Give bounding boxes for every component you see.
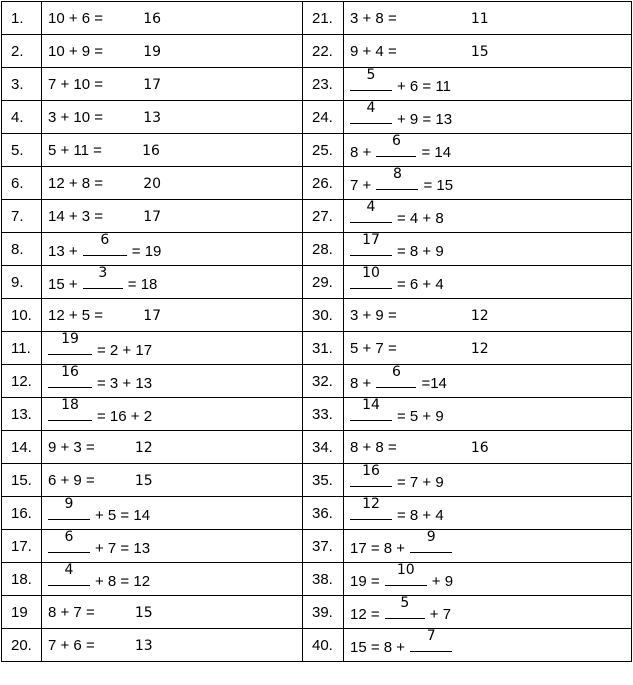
problem-number: 17. [2,530,42,563]
problem-number: 14. [2,431,42,464]
answer-blank[interactable] [376,165,418,190]
equation-text: + 5 = 14 [95,506,151,524]
handwritten-answer: 7 [426,627,436,644]
equation-text: 14 + 3 = [48,207,108,225]
equation-text: + 7 = 13 [95,539,151,557]
problem-number: 15. [2,464,42,497]
handwritten-answer: 9 [64,495,74,512]
problem-cell [344,134,632,167]
problem-cell [344,431,632,464]
equation-text: 3 + 9 = [350,306,401,324]
problem-number: 37. [303,530,344,563]
problem-cell [42,431,303,464]
equation-text: 3 + 8 = [350,9,401,27]
equation-text: 5 + 11 = [48,141,107,159]
answer-blank[interactable] [385,594,425,619]
handwritten-answer: 8 [392,165,402,182]
answer-blank[interactable] [48,396,92,421]
handwritten-answer: 12 [362,495,380,512]
problem-cell [42,464,303,497]
worksheet-row [2,101,632,134]
equation-text: 8 + 8 = [350,438,401,456]
worksheet-row [2,35,632,68]
equation-text: 8 + 7 = [48,603,99,621]
problem-number: 28. [303,233,344,266]
problem-number: 3. [2,68,42,101]
problem-cell [344,200,632,233]
problem-cell [42,365,303,398]
equation-text: 15 + [48,275,82,293]
answer-blank[interactable] [48,495,90,520]
problem-number: 1. [2,2,42,35]
handwritten-answer: 10 [396,561,415,578]
handwritten-answer: 4 [64,561,74,578]
worksheet-row [2,530,632,563]
problem-cell [344,35,632,68]
answer-blank[interactable] [350,66,392,91]
worksheet-row [2,167,632,200]
equation-text: = 4 + 8 [397,209,444,227]
problem-cell [344,68,632,101]
handwritten-answer: 6 [64,528,74,545]
problem-number: 4. [2,101,42,134]
handwritten-answer: 15 [134,472,153,489]
problem-cell [42,200,303,233]
equation-text: 3 + 10 = [48,108,108,126]
handwritten-answer: 19 [143,43,162,60]
problem-cell [42,398,303,431]
answer-blank[interactable] [385,561,427,586]
equation-text: 9 + 3 = [48,438,99,456]
problem-cell [344,497,632,530]
handwritten-answer: 4 [366,99,376,116]
equation-text: = 2 + 17 [97,341,153,359]
equation-text: = 16 + 2 [97,407,153,425]
equation-text: = 8 + 9 [397,242,444,260]
worksheet-row [2,596,632,629]
problem-cell [42,167,303,200]
worksheet-row [2,365,632,398]
equation-text: =14 [421,374,447,392]
worksheet-body [2,2,632,662]
problem-number: 7. [2,200,42,233]
problem-number: 8. [2,233,42,266]
problem-number: 26. [303,167,344,200]
equation-text: 17 = 8 + [350,539,410,557]
equation-text: 9 + 4 = [350,42,401,60]
problem-cell [42,530,303,563]
equation-text: = 3 + 13 [97,374,153,392]
handwritten-answer: 17 [143,76,162,93]
equation-text: + 9 = 13 [397,110,453,128]
problem-number: 21. [303,2,344,35]
handwritten-answer: 9 [426,528,436,545]
equation-text: 7 + 6 = [48,636,99,654]
handwritten-answer: 6 [391,363,401,380]
problem-cell [42,266,303,299]
handwritten-answer: 14 [362,396,380,413]
equation-text: + 8 = 12 [95,572,151,590]
equation-text: 5 + 7 = [350,339,401,357]
problem-cell [42,563,303,596]
problem-number: 13. [2,398,42,431]
problem-cell [344,332,632,365]
problem-number: 6. [2,167,42,200]
handwritten-answer: 19 [61,330,79,347]
answer-blank[interactable] [350,231,392,256]
answer-blank[interactable] [48,330,92,355]
handwritten-answer: 18 [61,396,79,413]
handwritten-answer: 15 [470,43,489,60]
handwritten-answer: 5 [366,66,376,83]
equation-text: + 6 = 11 [397,77,451,95]
problem-cell [42,497,303,530]
equation-text: 12 = [350,605,384,623]
answer-blank[interactable] [350,495,392,520]
problem-number: 31. [303,332,344,365]
answer-blank[interactable] [350,462,392,487]
equation-text: + 9 [431,572,454,590]
answer-blank[interactable] [376,132,416,157]
problem-cell [344,563,632,596]
handwritten-answer: 5 [400,594,410,611]
problem-number: 40. [303,629,344,662]
problem-number: 19 [2,596,42,629]
equation-text: + 7 [429,605,452,623]
worksheet-row [2,299,632,332]
answer-blank[interactable] [83,264,123,289]
worksheet-row [2,431,632,464]
problem-cell [344,101,632,134]
worksheet-row [2,563,632,596]
problem-number: 24. [303,101,344,134]
answer-blank[interactable] [350,264,392,289]
problem-cell [42,233,303,266]
problem-number: 12. [2,365,42,398]
problem-number: 25. [303,134,344,167]
problem-cell [42,134,303,167]
problem-cell [344,365,632,398]
answer-blank[interactable] [350,396,392,421]
problem-cell [42,332,303,365]
answer-blank[interactable] [48,528,90,553]
problem-number: 2. [2,35,42,68]
problem-cell [344,530,632,563]
answer-blank[interactable] [350,99,392,124]
handwritten-answer: 11 [470,10,489,27]
problem-number: 18. [2,563,42,596]
handwritten-answer: 12 [470,307,489,324]
problem-number: 5. [2,134,42,167]
problem-cell [42,68,303,101]
handwritten-answer: 17 [143,208,162,225]
problem-number: 35. [303,464,344,497]
equation-text: 19 = [350,572,384,590]
equation-text: = 6 + 4 [397,275,444,293]
worksheet-row [2,233,632,266]
equation-text: 6 + 9 = [48,471,99,489]
problem-cell [42,2,303,35]
handwritten-answer: 6 [391,132,401,149]
handwritten-answer: 16 [142,142,160,159]
worksheet-row [2,332,632,365]
problem-cell [42,101,303,134]
handwritten-answer: 3 [98,264,108,281]
equation-text: = 14 [421,143,452,161]
equation-text: 13 + [48,242,82,260]
equation-text: 15 = 8 + [350,638,410,656]
handwritten-answer: 15 [134,604,153,621]
worksheet-row [2,497,632,530]
problem-cell [344,233,632,266]
problem-number: 10. [2,299,42,332]
problem-number: 36. [303,497,344,530]
handwritten-answer: 13 [143,109,162,126]
handwritten-answer: 16 [61,363,79,380]
equation-text: = 19 [131,242,162,260]
equation-text: 12 + 5 = [48,306,108,324]
handwritten-answer: 12 [470,340,489,357]
handwritten-answer: 10 [362,264,380,281]
answer-blank[interactable] [410,627,452,652]
problem-number: 34. [303,431,344,464]
problem-cell [42,596,303,629]
problem-number: 16. [2,497,42,530]
equation-text: = 15 [423,176,454,194]
answer-blank[interactable] [410,528,452,553]
worksheet-row [2,200,632,233]
worksheet-table [1,1,632,662]
handwritten-answer: 4 [366,198,376,215]
problem-cell [344,299,632,332]
problem-number: 23. [303,68,344,101]
problem-cell [344,464,632,497]
answer-blank[interactable] [83,231,127,256]
problem-number: 30. [303,299,344,332]
answer-blank[interactable] [48,363,92,388]
problem-number: 33. [303,398,344,431]
worksheet-row [2,464,632,497]
equation-text: 10 + 6 = [48,9,108,27]
problem-cell [344,266,632,299]
worksheet-row [2,266,632,299]
problem-cell [344,596,632,629]
problem-cell [344,2,632,35]
answer-blank[interactable] [376,363,416,388]
answer-blank[interactable] [48,561,90,586]
problem-number: 11. [2,332,42,365]
equation-text: = 8 + 4 [397,506,444,524]
equation-text: 7 + [350,176,376,194]
answer-blank[interactable] [350,198,392,223]
problem-number: 29. [303,266,344,299]
problem-number: 22. [303,35,344,68]
equation-text: 10 + 9 = [48,42,108,60]
problem-number: 27. [303,200,344,233]
handwritten-answer: 12 [134,439,153,456]
problem-number: 9. [2,266,42,299]
handwritten-answer: 13 [134,637,153,654]
worksheet-row [2,629,632,662]
problem-cell [344,167,632,200]
handwritten-answer: 16 [470,439,489,456]
problem-number: 32. [303,365,344,398]
handwritten-answer: 6 [100,231,110,248]
problem-number: 39. [303,596,344,629]
equation-text: = 18 [127,275,158,293]
equation-text: 12 + 8 = [48,174,108,192]
problem-cell [42,629,303,662]
worksheet-row [2,398,632,431]
equation-text: = 5 + 9 [397,407,444,425]
handwritten-answer: 16 [362,462,380,479]
worksheet-row [2,134,632,167]
equation-text: 7 + 10 = [48,75,108,93]
problem-number: 38. [303,563,344,596]
equation-text: 8 + [350,143,376,161]
problem-cell [344,629,632,662]
problem-number: 20. [2,629,42,662]
handwritten-answer: 20 [143,175,162,192]
handwritten-answer: 17 [362,231,380,248]
equation-text: 8 + [350,374,376,392]
problem-cell [42,299,303,332]
worksheet-row [2,68,632,101]
handwritten-answer: 17 [143,307,162,324]
equation-text: = 7 + 9 [397,473,444,491]
problem-cell [42,35,303,68]
worksheet-row [2,2,632,35]
handwritten-answer: 16 [143,10,162,27]
problem-cell [344,398,632,431]
